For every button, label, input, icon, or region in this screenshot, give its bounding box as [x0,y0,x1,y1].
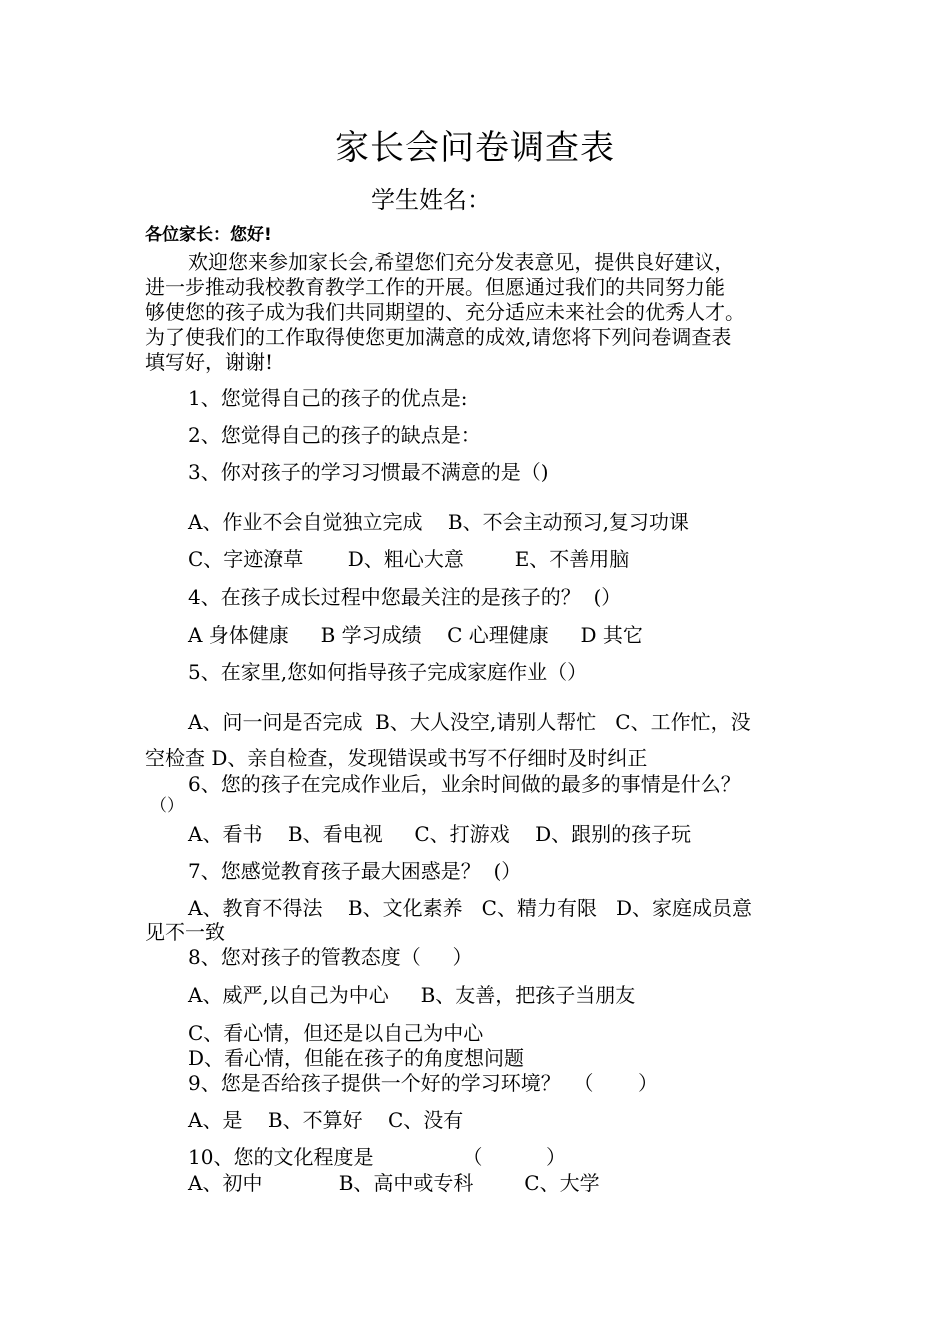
question-10-options: A、初中 B、高中或专科 C、大学 [188,1171,600,1195]
question-7: 7、您感觉教育孩子最大困惑是？ (） [188,859,522,883]
question-3-options: C、字迹潦草 D、粗心大意 E、不善用脑 [188,547,630,571]
question-6: 6、您的孩子在完成作业后，业余时间做的最多的事情是什么？ [188,772,741,796]
greeting: 各位家长：您好! [145,225,272,245]
question-7-options: 见不一致 [145,920,225,944]
question-3-options: A、作业不会自觉独立完成 B、不会主动预习,复习功课 [188,510,689,534]
question-10: 10、您的文化程度是 （ ） [188,1145,567,1169]
question-8-option-c: C、看心情，但还是以自己为中心 [188,1021,484,1045]
question-5-options: 空检查 D、亲自检查，发现错误或书写不仔细时及时纠正 [145,746,648,770]
question-8-option-d: D、看心情，但能在孩子的角度想问题 [188,1046,525,1070]
intro-line: 进一步推动我校教育教学工作的开展。但愿通过我们的共同努力能 [145,275,725,299]
question-4: 4、在孩子成长过程中您最关注的是孩子的？ (） [188,585,622,609]
question-6-options: A、看书 B、看电视 C、打游戏 D、跟别的孩子玩 [188,822,692,846]
question-3: 3、你对孩子的学习习惯最不满意的是（) [188,460,549,484]
question-4-options: A 身体健康 B 学习成绩 C 心理健康 D 其它 [188,623,643,647]
page-title: 家长会问卷调查表 [335,128,615,168]
question-9-options: A、是 B、不算好 C、没有 [188,1108,464,1132]
question-7-options: A、教育不得法 B、文化素养 C、精力有限 D、家庭成员意 [188,896,753,920]
question-1: 1、您觉得自己的孩子的优点是: [188,386,468,410]
question-5: 5、在家里,您如何指导孩子完成家庭作业（） [188,660,588,684]
intro-line: 欢迎您来参加家长会,希望您们充分发表意见，提供良好建议， [188,250,735,274]
intro-line: 够使您的孩子成为我们共同期望的、充分适应未来社会的优秀人才。 [145,300,745,324]
question-2: 2、您觉得自己的孩子的缺点是： [188,423,481,447]
question-8: 8、您对孩子的管教态度（ ） [188,945,473,969]
intro-line: 填写好，谢谢! [145,350,274,374]
student-name-label: 学生姓名： [371,186,491,214]
question-9: 9、您是否给孩子提供一个好的学习环境？ （ ） [188,1071,658,1095]
question-6-answer-bracket: （） [150,796,184,816]
intro-line: 为了使我们的工作取得使您更加满意的成效,请您将下列问卷调查表 [145,325,732,349]
question-8-options: A、威严,以自己为中心 B、友善，把孩子当朋友 [188,983,636,1007]
question-5-options: A、问一问是否完成 B、大人没空,请别人帮忙 C、工作忙，没 [188,710,751,734]
